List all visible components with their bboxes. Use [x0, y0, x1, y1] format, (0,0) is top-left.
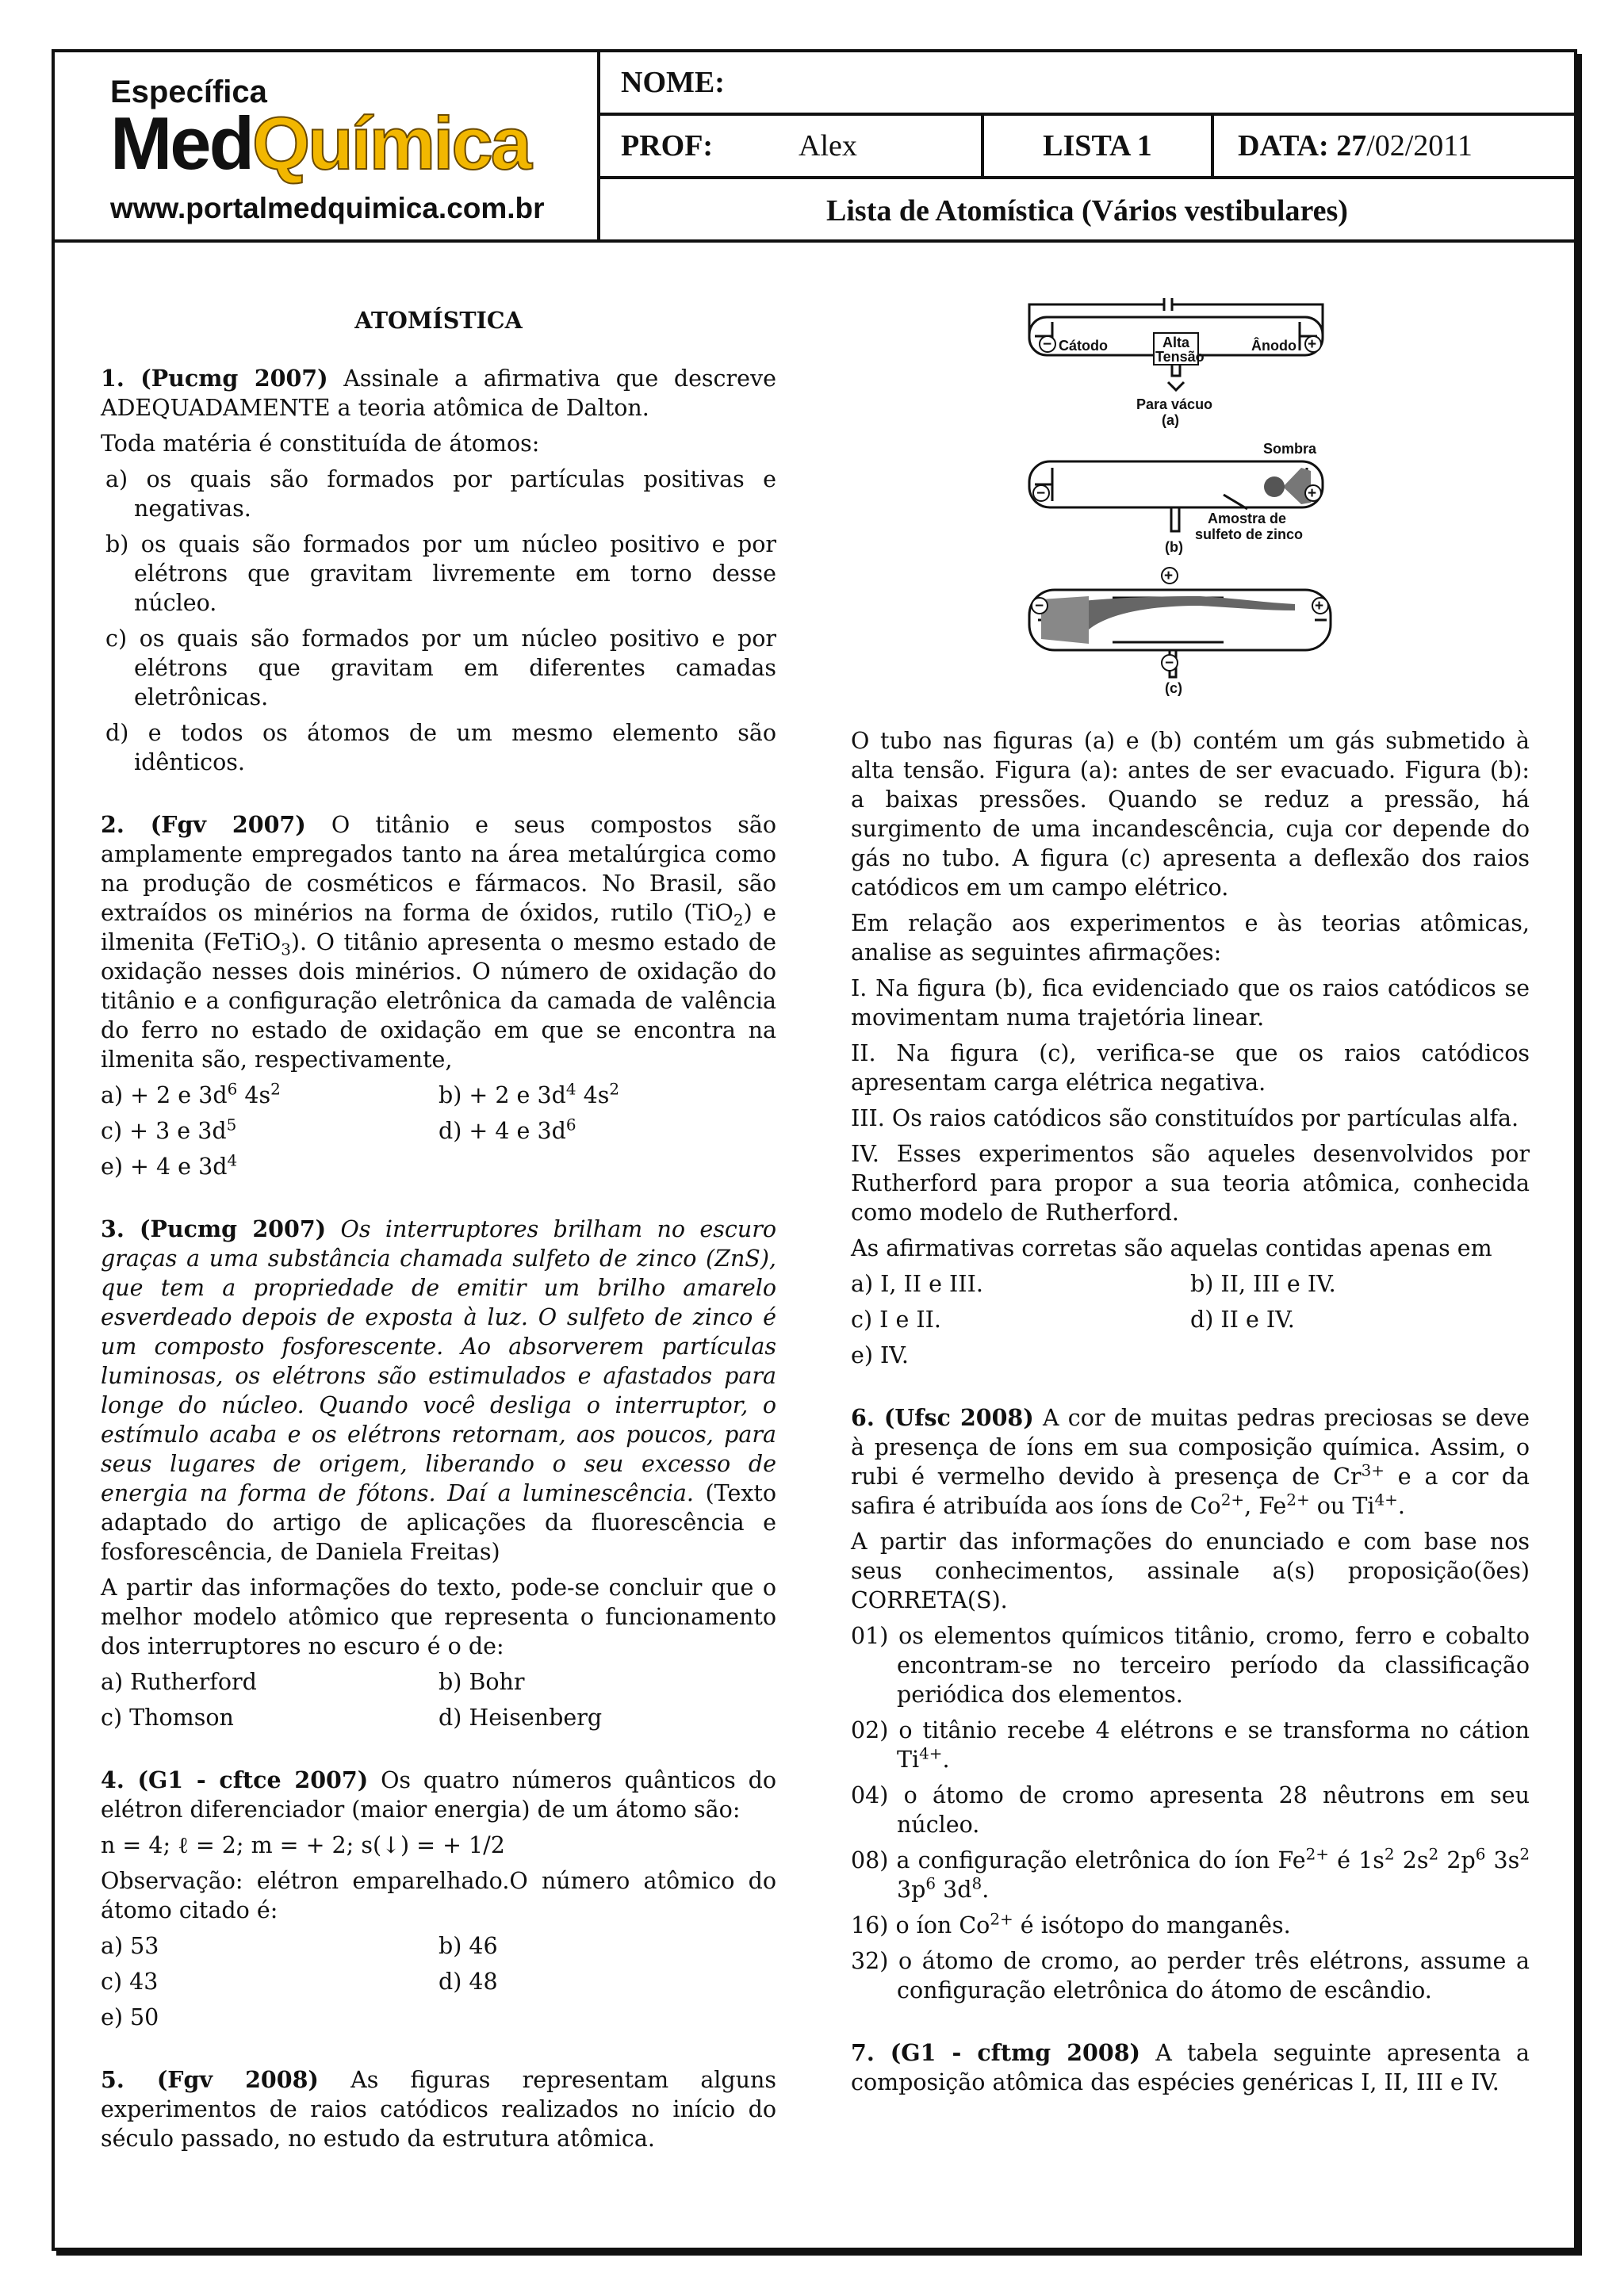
q4-options-cd: c) 43 d) 48	[101, 1969, 498, 1995]
fig-label-b: (b)	[1165, 539, 1183, 555]
q2-option-e: e) + 4 e $3d^4$	[101, 1150, 238, 1180]
q5-statement-ii: II. Na figura (c), verifica-se que os raios catódicos apresentam carga elétrica negativa.	[851, 1040, 1530, 1096]
q4-observation: Observação: elétron emparelhado.O número atômico do átomo citado é:	[101, 1868, 776, 1923]
q5-statement-i: I. Na figura (b), fica evidenciado que os raios catódicos se movimentam numa trajetória linear.	[851, 975, 1530, 1031]
svg-text:+: +	[1315, 598, 1324, 614]
fig-label-para-vacuo: Para vácuo	[1136, 396, 1213, 412]
prof-value: Alex	[799, 129, 857, 163]
q2-option-a: a) + 2 e $3d^6$ $4s^2$	[101, 1079, 281, 1108]
fig-label-c: (c)	[1165, 680, 1182, 696]
left-column	[101, 306, 776, 2160]
svg-text:−: −	[1036, 485, 1046, 502]
q2-option-b: b) + 2 e $3d^4$ $4s^2$	[439, 1079, 620, 1108]
q4-quantum-numbers: n = 4; ℓ = 2; m = + 2; s(↓) = + 1/2	[101, 1832, 505, 1858]
fig-label-amostra1: Amostra de	[1208, 511, 1287, 526]
q5-statement-iii: III. Os raios catódicos são constituídos por partículas alfa.	[851, 1105, 1519, 1131]
q2-option-c: c) + 3 e $3d^5$	[101, 1115, 237, 1144]
logo-url: www.portalmedquimica.com.br	[110, 192, 545, 224]
nome-label: NOME:	[621, 66, 725, 99]
svg-text:+: +	[1164, 568, 1174, 584]
header-grid	[600, 52, 1574, 243]
q2-options-ab	[101, 1081, 776, 1110]
fig-label-amostra2: sulfeto de zinco	[1195, 526, 1304, 542]
q3-options-ab: a) Rutherford b) Bohr	[101, 1669, 525, 1695]
q2-statement: 2. (Fgv 2007) O titânio e seus compostos são amplamente empregados tanto na área metalúrgica como na produção de cosméticos e fármacos. No Brasil, são extraídos os minérios na forma de óxidos, rutilo (TiO$_2$) e ilmenita (FeTiO$_3$). O titânio apresenta o mesmo estado de oxidação nesses dois minérios. O número de oxidação do titânio e a configuração eletrônica da camada de valência do ferro no estado de oxidação em que se encontra na ilmenita são, respectivamente,	[101, 811, 776, 1073]
q3-options-cd: c) Thomson d) Heisenberg	[101, 1705, 603, 1731]
q6-option-01: 01) os elementos químicos titânio, cromo, ferro e cobalto encontram-se no terceiro período da classificação periódica dos elementos.	[851, 1623, 1530, 1708]
q7-statement: 7. (G1 - cftmg 2008) A tabela seguinte apresenta a composição atômica das espécies genéricas I, II, III e IV.	[851, 2039, 1530, 2095]
q5-question: As afirmativas corretas são aquelas contidas apenas em	[851, 1235, 1492, 1261]
list-subtitle: Lista de Atomística (Vários vestibulares)	[826, 194, 1348, 228]
header-logo	[55, 52, 600, 243]
prof-label: PROF:	[621, 129, 714, 163]
q5-statement: 5. (Fgv 2008) As figuras representam alguns experimentos de raios catódicos realizados no início do século passado, no estudo da estrutura atômica.	[101, 2066, 777, 2152]
fig-label-sombra: Sombra	[1263, 441, 1317, 457]
fig-label-alta: Alta	[1162, 335, 1190, 350]
svg-text:−: −	[1035, 598, 1044, 614]
q5-option-e: e) IV.	[851, 1342, 909, 1368]
q4-option-e: e) 50	[101, 2004, 159, 2030]
q5-description: O tubo nas figuras (a) e (b) contém um gás submetido à alta tensão. Figura (a): antes de ser evacuado. Figura (b): a baixas pressões. Quando se reduz a pressão, há surgimento de uma incandescência, cuja cor depende do gás no tubo. A figura (c) apresenta a deflexão dos raios catódicos em um campo elétrico.	[851, 728, 1530, 901]
q3-question: A partir das informações do texto, pode-se concluir que o melhor modelo atômico que representa o funcionamento dos interruptores no escuro é o de:	[101, 1575, 776, 1659]
q5-statement-iv: IV. Esses experimentos são aqueles desenvolvidos por Rutherford para propor a sua teoria atômica, conhecida como modelo de Rutherford.	[851, 1141, 1530, 1226]
q5-options-ab: a) I, II e III. b) II, III e IV.	[851, 1271, 1336, 1297]
fig-label-a: (a)	[1162, 412, 1179, 428]
cathode-ray-figure	[851, 257, 1530, 718]
svg-text:−: −	[1165, 655, 1174, 672]
q4-options-ab: a) 53 b) 46	[101, 1933, 498, 1959]
page-frame	[52, 49, 1577, 2251]
data-field: DATA: 27 /02/2011	[1211, 116, 1574, 176]
q1-option-b: b) os quais são formados por um núcleo positivo e por elétrons que gravitam livremente em torno desse núcleo.	[105, 531, 776, 616]
svg-text:+: +	[1308, 485, 1317, 502]
q2-options-cd	[101, 1116, 776, 1146]
svg-text:+: +	[1308, 336, 1317, 353]
q6-option-16: 16) o íon $Co^{2+}$ é isótopo do manganês.	[851, 1909, 1291, 1938]
q1-statement: 1. (Pucmg 2007) Assinale a afirmativa que descreve ADEQUADAMENTE a teoria atômica de Dalton.	[101, 365, 776, 421]
svg-text:−: −	[1043, 336, 1052, 353]
q1-option-a: a) os quais são formados por partículas positivas e negativas.	[105, 466, 776, 522]
q6-option-08: 08) a configuração eletrônica do íon $Fe^{2+}$ é $1s^2$ $2s^2$ $2p^6$ $3s^2$ $3p^6$ $3d^8$.	[851, 1844, 1530, 1903]
q6-question: A partir das informações do enunciado e com base nos seus conhecimentos, assinale a(s) proposição(ões) CORRETA(S).	[851, 1529, 1530, 1613]
q1-option-d: d) e todos os átomos de um mesmo elemento são idênticos.	[105, 720, 776, 775]
logo-wordmark: MedQuímica	[110, 101, 530, 185]
lista-label: LISTA 1	[981, 116, 1211, 176]
q2-option-d: d) + 4 e $3d^6$	[439, 1115, 576, 1144]
q1-option-c: c) os quais são formados por um núcleo positivo e por elétrons que gravitam em diferentes camadas eletrônicas.	[105, 626, 776, 710]
logo-top-text: Específica	[110, 75, 267, 109]
q1-stem: Toda matéria é constituída de átomos:	[101, 430, 540, 457]
fig-label-anodo: Ânodo	[1251, 338, 1297, 354]
fig-label-tensao: Tensão	[1155, 349, 1205, 365]
q6-option-04: 04) o átomo de cromo apresenta 28 nêutrons em seu núcleo.	[851, 1782, 1530, 1838]
q5-options-cd: c) I e II. d) II e IV.	[851, 1307, 1295, 1333]
q5-prompt: Em relação aos experimentos e às teorias atômicas, analise as seguintes afirmações:	[851, 910, 1530, 966]
right-column	[851, 257, 1530, 2103]
page-title: ATOMÍSTICA	[354, 307, 523, 334]
q6-option-32: 32) o átomo de cromo, ao perder três elétrons, assume a configuração eletrônica do átomo de escândio.	[851, 1948, 1530, 2003]
q6-option-02: 02) o titânio recebe 4 elétrons e se transforma no cátion $Ti^{4+}$.	[851, 1717, 1530, 1773]
q6-statement: 6. (Ufsc 2008) A cor de muitas pedras preciosas se deve à presença de íons em sua composição química. Assim, o rubi é vermelho devido à presença de $Cr^{3+}$ e a cor da safira é atribuída aos íons de $Co^{2+}$, $Fe^{2+}$ ou $Ti^{4+}$.	[851, 1404, 1530, 1519]
q3-statement: 3. (Pucmg 2007) Os interruptores brilham no escuro graças a uma substância chamada sulfeto de zinco (ZnS), que tem a propriedade de emitir um brilho amarelo esverdeado depois de exposta à luz. O sulfeto de zinco é um composto fosforescente. Ao absorverem partículas luminosas, os elétrons são estimulados e afastados para longe do núcleo. Quando você desliga o interruptor, o estímulo acaba e os elétrons retornam, aos poucos, para seus lugares de origem, liberando o seu excesso de energia na forma de fótons. Daí a luminescência. (Texto adaptado do artigo de aplicações da fluorescência e fosforescência, de Daniela Freitas)	[101, 1215, 776, 1565]
fig-label-catodo: Cátodo	[1059, 338, 1108, 354]
q4-statement: 4. (G1 - cftce 2007) Os quatro números quânticos do elétron diferenciador (maior energia) de um átomo são:	[101, 1766, 776, 1823]
